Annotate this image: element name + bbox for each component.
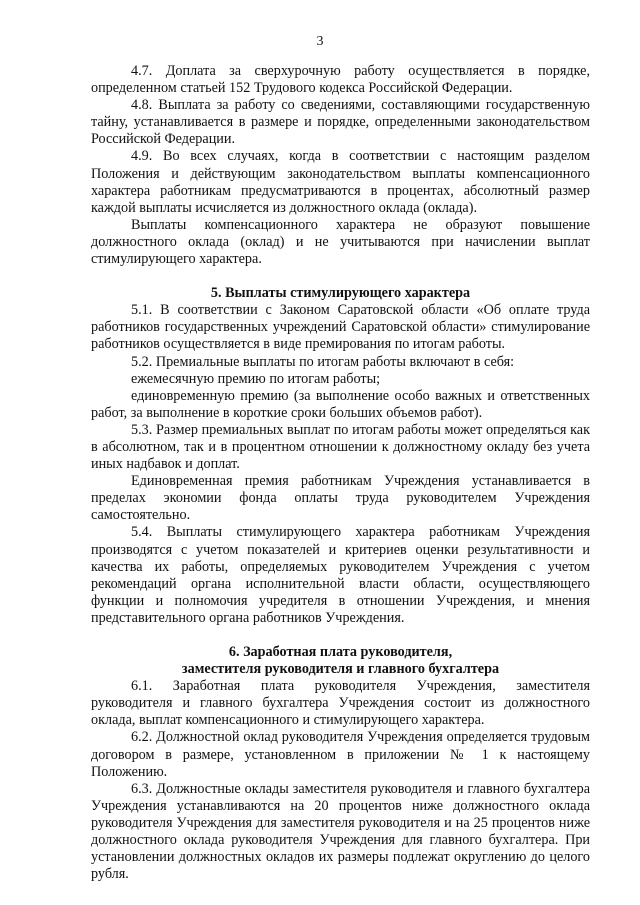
paragraph-5-4: 5.4. Выплаты стимулирующего характера работникам Учреждения производятся с учетом показателей и критериев оценки результативности и качества их работы, определяемых руководителем Учреждения с учетом рекомендаций органа исполнительной власти области, осуществляющего функции и полномочия учредителя в отношении Учреждения, и мнения представительного органа работников Учреждения.: [91, 524, 590, 626]
section-4-continuation: [91, 63, 590, 268]
paragraph-6-2: 6.2. Должностной оклад руководителя Учреждения определяется трудовым договором в размере, установленном в приложении № 1 к настоящему Положению.: [91, 729, 590, 780]
paragraph-compensation-note: Выплаты компенсационного характера не образуют повышение должностного оклада (оклад) и не учитываются при начислении выплат стимулирующего характера.: [91, 216, 590, 268]
section-5-heading: 5. Выплаты стимулирующего характера: [210, 285, 471, 302]
section-6-heading-line-1: 6. Заработная плата руководителя,: [228, 644, 453, 660]
paragraph-6-3: 6.3. Должностные оклады заместителя руководителя и главного бухгалтера Учреждения устанавливаются на 20 процентов ниже должностного оклада руководителя Учреждения для заместителя руководителя и на 25 процентов ниже должностного оклада руководителя Учреждения для главного бухгалтера. При установлении должностных окладов их размеры подлежат округлению до целого рубля.: [91, 780, 590, 883]
paragraph-5-3: 5.3. Размер премиальных выплат по итогам работы может определяться как в абсолютном, так и в процентном отношении к должностному окладу без учета иных надбавок и доплат.: [91, 421, 590, 473]
paragraph-5-2: 5.2. Премиальные выплаты по итогам работы включают в себя:: [131, 353, 515, 370]
paragraph-onetime-bonus: Единовременная премия работникам Учреждения устанавливается в пределах экономии фонда оплаты труда руководителем Учреждения самостоятельно.: [91, 473, 590, 524]
paragraph-5-2-item-monthly: ежемесячную премию по итогам работы;: [131, 370, 381, 387]
paragraph-4-8: 4.8. Выплата за работу со сведениями, составляющими государственную тайну, устанавливается в размере и порядке, определенными законодательством Российской Федерации.: [91, 97, 590, 148]
paragraph-4-7: 4.7. Доплата за сверхурочную работу осуществляется в порядке, определенном статьей 152 Трудового кодекса Российской Федерации.: [91, 63, 590, 97]
section-6: [91, 644, 590, 883]
paragraph-5-2-item-onetime: единовременную премию (за выполнение особо важных и ответственных работ, за выполнение в короткие сроки больших объемов работ).: [91, 387, 590, 421]
section-6-heading-line-2: заместителя руководителя и главного бухгалтера: [181, 661, 500, 678]
paragraph-4-9: 4.9. Во всех случаях, когда в соответствии с настоящим разделом Положения и действующим законодательством выплаты компенсационного характера работникам предусматриваются в процентах, абсолютный размер каждой выплаты исчисляется из должностного оклада (оклада).: [91, 148, 590, 216]
paragraph-6-1: 6.1. Заработная плата руководителя Учреждения, заместителя руководителя и главного бухгалтера Учреждения состоит из должностного оклада, выплат компенсационного и стимулирующего характера.: [91, 678, 590, 729]
document-body: [91, 63, 590, 883]
paragraph-5-1: 5.1. В соответствии с Законом Саратовской области «Об оплате труда работников государственных учреждений Саратовской области» стимулирование работников осуществляется в виде премирования по итогам работы.: [91, 302, 590, 353]
page-number: 3: [316, 34, 324, 49]
section-5: [91, 285, 590, 627]
